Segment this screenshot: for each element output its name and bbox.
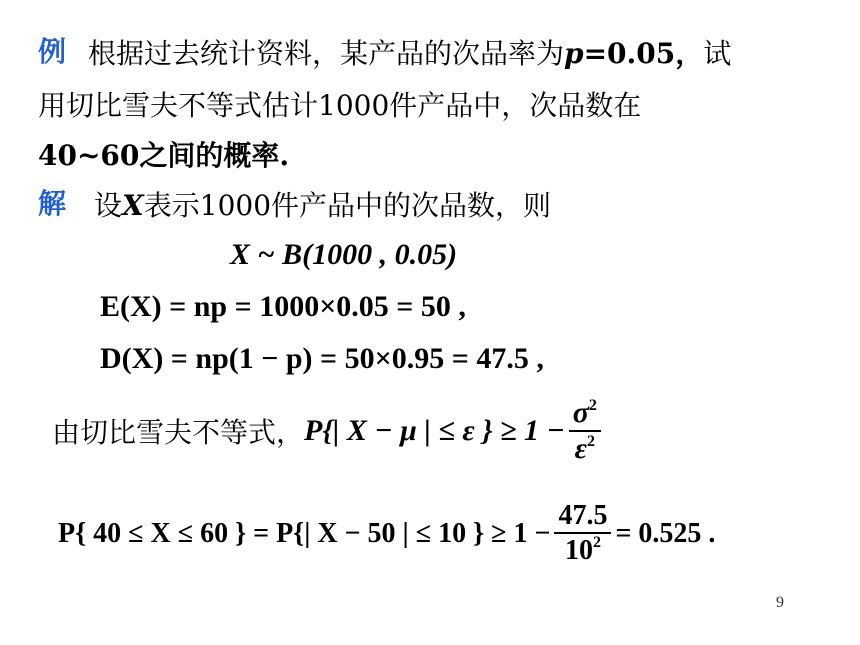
final-rhs: = 0.525 . — [615, 517, 716, 549]
final-lhs: P{ 40 ≤ X ≤ 60 } = P{| X − 50 | ≤ 10 } ≥ 1 − — [58, 517, 551, 549]
solution-intro-rest: 表示1000件产品中的次品数，则 — [143, 189, 552, 222]
final-fraction — [554, 500, 611, 567]
page-number: 9 — [776, 594, 784, 611]
example-line-2: 用切比雪夫不等式估计1000件产品中，次品数在 — [38, 89, 642, 122]
chebyshev-numerator: $\sigma^2$ — [572, 396, 597, 429]
solution-intro-text: 设 — [94, 189, 123, 222]
p-value: =0.05， — [583, 37, 704, 70]
chebyshev-text: 由切比雪夫不等式， — [52, 416, 305, 449]
distribution-formula: X ~ B(1000 , 0.05) — [230, 238, 458, 271]
example-line-1 — [88, 32, 731, 72]
final-denominator: $10^2$ — [554, 532, 611, 567]
example-line-1-text: 根据过去统计资料，某产品的次品率为 — [88, 37, 565, 70]
final-line — [58, 500, 715, 567]
solution-label: 解 — [38, 187, 67, 220]
p-symbol: p — [564, 37, 584, 70]
expectation-formula: E(X) = np = 1000×0.05 = 50 , — [100, 290, 466, 323]
chebyshev-denominator: $\varepsilon^2$ — [569, 430, 601, 466]
solution-intro — [94, 184, 551, 224]
chebyshev-line — [52, 396, 605, 466]
final-numerator: 47.5 — [558, 500, 608, 531]
example-label: 例 — [38, 35, 67, 68]
x-symbol: X — [122, 189, 144, 222]
variance-formula: D(X) = np(1 − p) = 50×0.95 = 47.5 , — [100, 342, 544, 375]
example-line-1-end: 试 — [703, 37, 732, 70]
chebyshev-fraction — [569, 396, 601, 466]
example-line-3: 40~60之间的概率. — [38, 139, 290, 172]
chebyshev-lhs: P{| X − μ | ≤ ε } ≥ 1 − — [304, 414, 565, 447]
